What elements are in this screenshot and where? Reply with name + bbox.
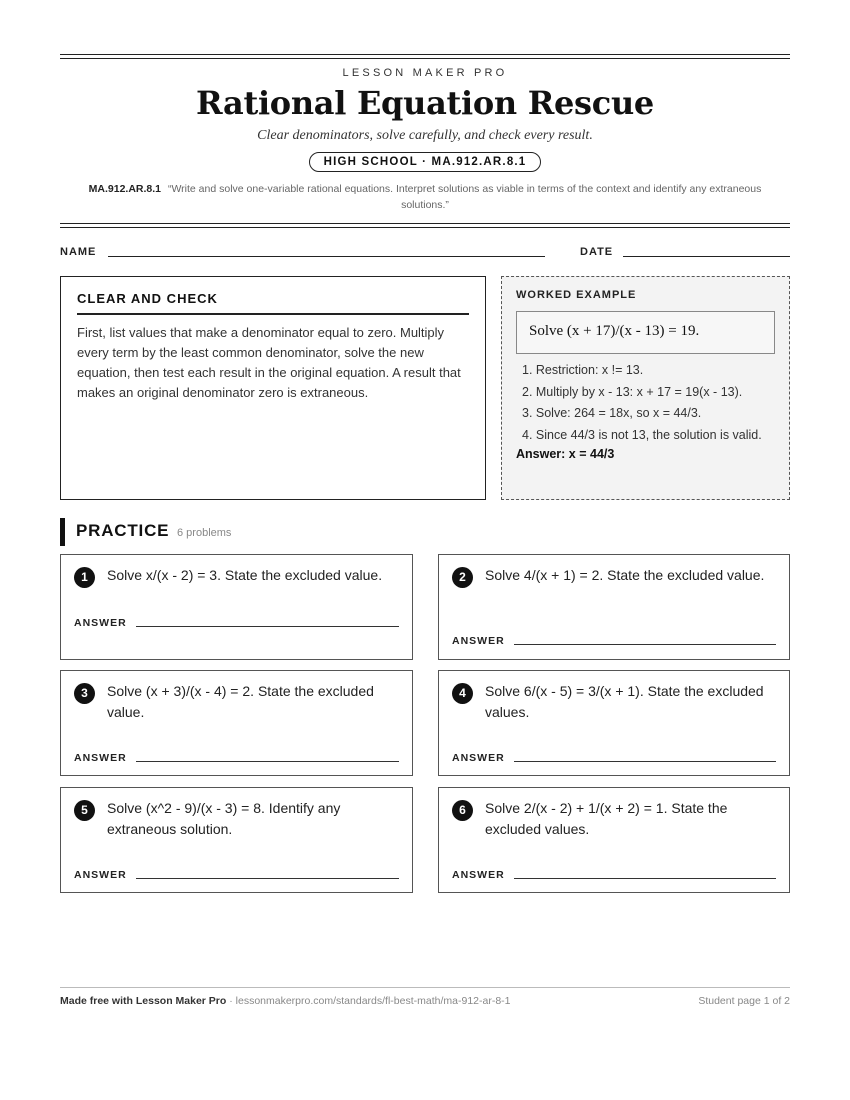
worked-example-box [501,276,790,500]
brand-label: LESSON MAKER PRO [342,67,508,79]
problem-text: Solve 2/(x - 2) + 1/(x + 2) = 1. State the excluded values. [485,800,728,837]
answer-line[interactable] [514,761,776,762]
practice-problem-2 [438,554,790,660]
problem-number-badge: 6 [452,800,473,821]
worked-step: 2. Multiply by x - 13: x + 17 = 19(x - 13). [522,384,743,399]
practice-heading: PRACTICE [76,521,170,540]
footer-made-with: Made free with Lesson Maker Pro [60,995,227,1007]
problem-text: Solve 4/(x + 1) = 2. State the excluded value. [485,567,765,583]
standard-text: “Write and solve one-variable rational equations. Interpret solutions as viable in terms of the context and identify any extraneous solutions.” [167,183,762,211]
page-title: Rational Equation Rescue [196,84,654,122]
footer-url[interactable]: · lessonmakerpro.com/standards/fl-best-math/ma-912-ar-8-1 [226,995,511,1007]
standard-code: MA.912.AR.8.1 [88,183,162,195]
header-bottom-double-rule [60,223,790,228]
answer-label: ANSWER [452,635,505,647]
footer-credit [60,995,511,1007]
worked-step: 1. Restriction: x != 13. [522,363,644,377]
date-label: DATE [580,246,614,258]
level-standard-pill: HIGH SCHOOL · MA.912.AR.8.1 [309,152,542,172]
problem-number-badge: 1 [74,567,95,588]
worked-step: 3. Solve: 264 = 18x, so x = 44/3. [522,406,702,420]
practice-problem-6 [438,787,790,893]
problem-text: Solve 6/(x - 5) = 3/(x + 1). State the excluded values. [485,683,764,720]
answer-label: ANSWER [74,869,127,881]
practice-problem-5 [60,787,413,893]
date-field-line[interactable] [623,256,790,257]
problem-number-badge: 3 [74,683,95,704]
level-pill-wrap [60,152,790,172]
answer-label: ANSWER [74,752,127,764]
answer-line[interactable] [136,878,399,879]
worked-example-problem: Solve (x + 17)/(x - 13) = 19. [516,311,775,354]
top-double-rule [60,54,790,59]
problem-text: Solve (x^2 - 9)/(x - 3) = 8. Identify any extraneous solution. [107,800,341,837]
answer-line[interactable] [514,644,776,645]
worksheet-page [60,0,790,1100]
answer-label: ANSWER [452,752,505,764]
answer-line[interactable] [514,878,776,879]
practice-count: 6 problems [177,527,232,539]
worked-step: 4. Since 44/3 is not 13, the solution is valid. [522,427,762,442]
answer-label: ANSWER [452,869,505,881]
footer-page-number: Student page 1 of 2 [698,995,790,1007]
answer-label: ANSWER [74,617,127,629]
clear-and-check-body: First, list values that make a denominator equal to zero. Multiply every term by the least common denominator, solve the new equation, then test each result in the original equation. A result that makes an original denominator zero is extraneous. [77,325,461,400]
practice-accent-bar [60,518,65,546]
problem-number-badge: 4 [452,683,473,704]
practice-problem-1 [60,554,413,660]
page-subtitle: Clear denominators, solve carefully, and check every result. [257,128,593,143]
worked-example-heading: WORKED EXAMPLE [516,289,637,301]
standard-description [80,181,770,213]
name-field-line[interactable] [108,256,545,257]
footer-rule [60,987,790,988]
practice-problem-3 [60,670,413,776]
problem-number-badge: 5 [74,800,95,821]
problem-text: Solve (x + 3)/(x - 4) = 2. State the excluded value. [107,683,374,720]
clear-and-check-box [60,276,486,500]
answer-line[interactable] [136,761,399,762]
answer-line[interactable] [136,626,399,627]
name-label: NAME [60,246,97,258]
problem-number-badge: 2 [452,567,473,588]
worked-example-answer: Answer: x = 44/3 [516,447,615,461]
practice-problem-4 [438,670,790,776]
clear-and-check-heading: CLEAR AND CHECK [77,291,469,315]
problem-text: Solve x/(x - 2) = 3. State the excluded value. [107,567,383,583]
worked-example-steps [516,361,775,444]
